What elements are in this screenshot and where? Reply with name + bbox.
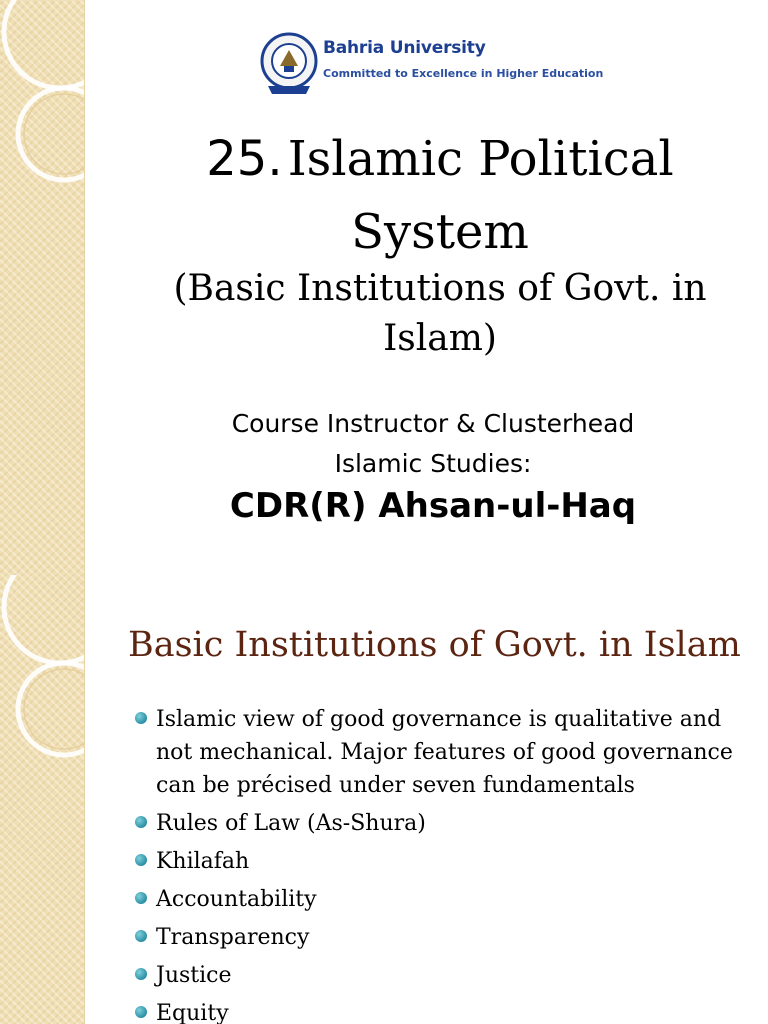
bullet-text: Justice: [156, 963, 232, 988]
title-text: Islamic Political System: [287, 131, 674, 260]
slide-heading: Basic Institutions of Govt. in Islam: [128, 625, 741, 665]
bullet-list: [132, 703, 752, 1024]
university-tagline: Committed to Excellence in Higher Education: [323, 67, 604, 80]
decorative-circles-icon: [0, 0, 84, 575]
bullet-icon: [135, 816, 147, 828]
content-slide: [0, 575, 768, 1024]
decorative-circles-icon: [0, 575, 84, 1024]
decorative-sidebar: [0, 575, 85, 1024]
university-crest-icon: [260, 28, 320, 98]
title-number: 25.: [206, 131, 283, 187]
bullet-icon: [135, 892, 147, 904]
list-item: [132, 997, 752, 1024]
instructor-name: CDR(R) Ahsan-ul-Haq: [229, 486, 637, 526]
bullet-text: Equity: [156, 1001, 229, 1024]
list-item: [132, 959, 752, 992]
bullet-text: Transparency: [156, 925, 310, 950]
instructor-department: Islamic Studies:: [334, 449, 532, 478]
bullet-text: Rules of Law (As-Shura): [156, 811, 426, 836]
list-item: [132, 921, 752, 954]
instructor-block: [160, 404, 706, 484]
bullet-text: Khilafah: [156, 849, 250, 874]
instructor-role: Course Instructor & Clusterhead: [231, 409, 635, 438]
decorative-sidebar: [0, 0, 85, 575]
bullet-icon: [135, 1006, 147, 1018]
bullet-text: Accountability: [156, 887, 317, 912]
university-name: Bahria University: [323, 38, 486, 58]
list-item: [132, 807, 752, 840]
list-item: [132, 845, 752, 878]
bullet-text: Islamic view of good governance is qualitative and not mechanical. Major features of good governance can be précised under seven fundamentals: [156, 707, 733, 798]
bullet-icon: [135, 854, 147, 866]
bullet-icon: [135, 930, 147, 942]
list-item: [132, 883, 752, 916]
list-item: [132, 703, 752, 802]
bullet-icon: [135, 968, 147, 980]
bullet-icon: [135, 712, 147, 724]
slide-subtitle: (Basic Institutions of Govt. in Islam): [173, 268, 707, 359]
slide-title: [160, 128, 720, 274]
